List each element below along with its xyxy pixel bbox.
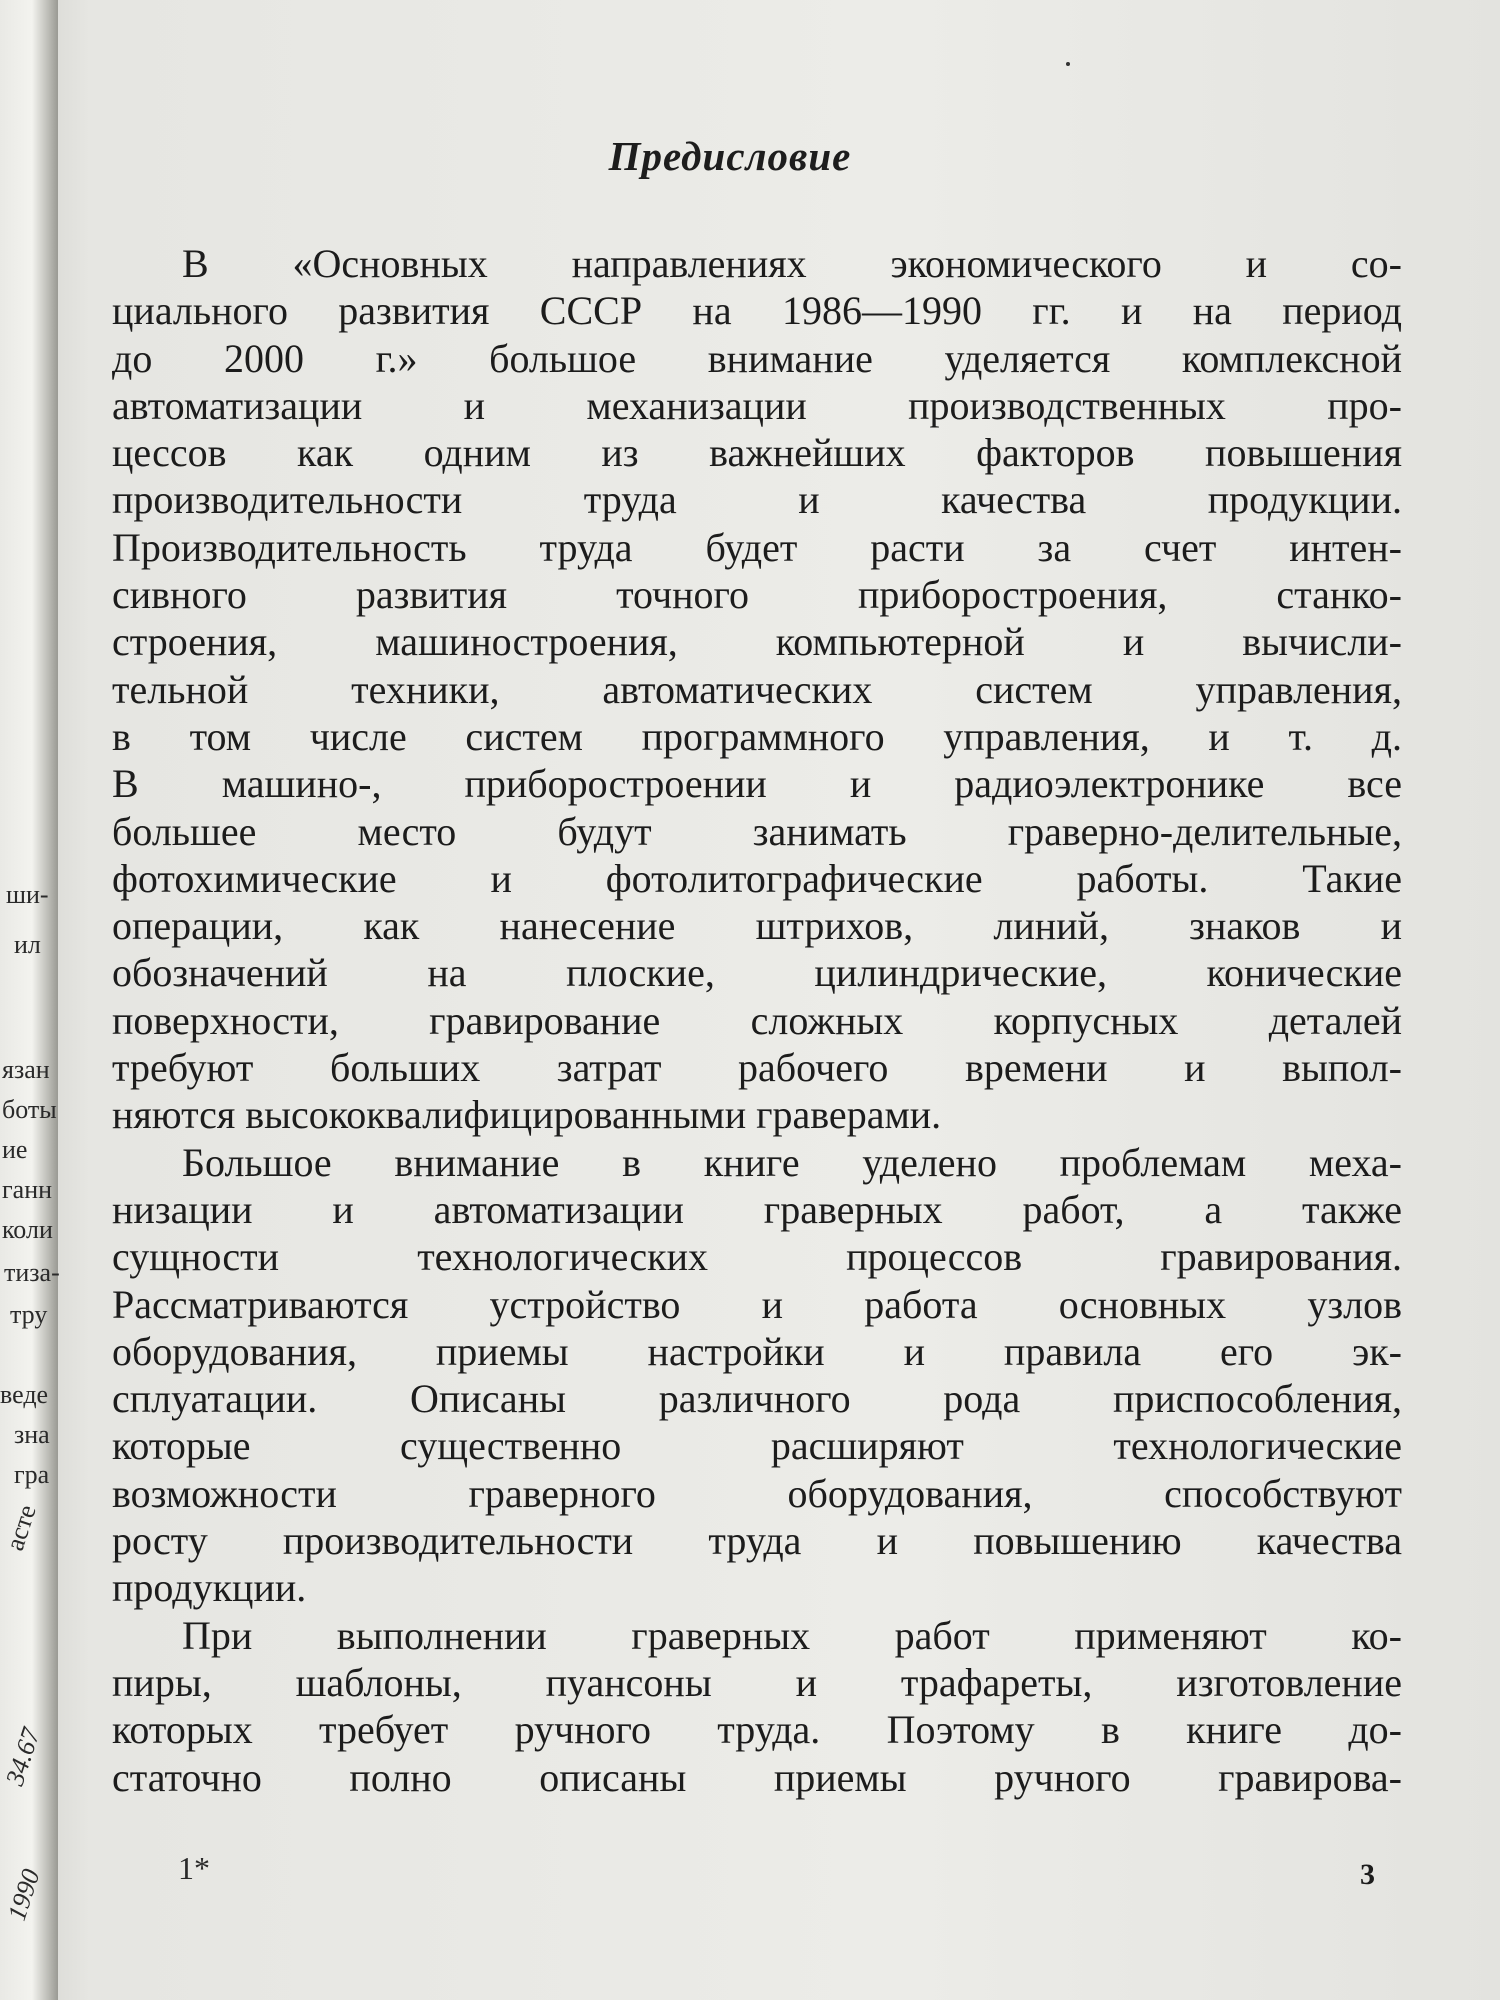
text-line: требуют больших затрат рабочего времени и выпол-: [112, 1045, 1402, 1091]
text-line: которых требует ручного труда. Поэтому в книге до-: [112, 1707, 1402, 1753]
text-line: циального развития СССР на 1986—1990 гг. и на период: [112, 288, 1402, 334]
book-page: [60, 0, 1500, 2000]
text-line: цессов как одним из важнейших факторов повышения: [112, 430, 1402, 476]
text-line: няются высококвалифицированными граверами.: [112, 1092, 942, 1138]
signature-mark: 1*: [178, 1850, 210, 1886]
left-fragment-text: ши-: [6, 880, 49, 909]
text-line: Большое внимание в книге уделено проблемам меха-: [182, 1139, 1402, 1185]
text-line: сплуатации. Описаны различного рода приспособления,: [112, 1376, 1402, 1422]
left-fragment-text: веде: [0, 1380, 49, 1409]
print-speck: [1066, 62, 1070, 66]
text-line: до 2000 г.» большое внимание уделяется комплексной: [112, 335, 1402, 381]
text-line: оборудования, приемы настройки и правила его эк-: [112, 1328, 1402, 1374]
text-line: автоматизации и механизации производственных про-: [112, 382, 1402, 428]
text-line: статочно полно описаны приемы ручного гравирова-: [112, 1754, 1402, 1800]
text-line: росту производительности труда и повышению качества: [112, 1518, 1402, 1564]
left-fragment-text: коли: [2, 1215, 53, 1244]
text-line: операции, как нанесение штрихов, линий, знаков и: [112, 903, 1402, 949]
text-line: При выполнении граверных работ применяют ко-: [182, 1612, 1402, 1658]
text-line: обозначений на плоские, цилиндрические, конические: [112, 950, 1402, 996]
left-fragment-text: язан: [2, 1055, 50, 1084]
left-fragment-text: 34.67: [0, 1724, 46, 1789]
left-fragment-text: ил: [14, 930, 41, 959]
left-fragment-text: боты: [2, 1095, 57, 1124]
text-line: продукции.: [112, 1565, 307, 1611]
page-number: 3: [1360, 1858, 1375, 1891]
text-line: сущности технологических процессов гравирования.: [112, 1234, 1402, 1280]
left-page-fragment: [0, 0, 60, 2000]
text-line: которые существенно расширяют технологические: [112, 1423, 1402, 1469]
text-line: поверхности, гравирование сложных корпусных деталей: [112, 997, 1402, 1043]
body-text: [112, 240, 1402, 1801]
left-fragment-text: гра: [14, 1460, 50, 1489]
text-line: Рассматриваются устройство и работа основных узлов: [112, 1281, 1402, 1327]
text-line: в том числе систем программного управления, и т. д.: [112, 713, 1402, 759]
left-fragment-text: асте: [0, 1501, 42, 1554]
text-line: низации и автоматизации граверных работ, а также: [112, 1186, 1402, 1232]
page-title: Предисловие: [608, 133, 852, 179]
left-fragment-text: тру: [10, 1300, 48, 1329]
text-line: тельной техники, автоматических систем управления,: [112, 666, 1402, 712]
text-line: Производительность труда будет расти за счет интен-: [112, 524, 1402, 570]
text-line: большее место будут занимать граверно-делительные,: [112, 808, 1402, 854]
left-fragment-text: тиза-: [4, 1258, 60, 1287]
text-line: строения, машиностроения, компьютерной и вычисли-: [112, 619, 1402, 665]
text-line: производительности труда и качества продукции.: [112, 477, 1402, 523]
left-fragment-text: ганн: [2, 1175, 53, 1204]
text-line: В «Основных направлениях экономического и со-: [182, 241, 1402, 286]
text-line: фотохимические и фотолитографические работы. Такие: [112, 855, 1402, 901]
text-line: сивного развития точного приборостроения, станко-: [112, 572, 1402, 618]
left-fragment-text: ие: [2, 1135, 28, 1164]
left-fragment-text: 1990: [2, 1865, 46, 1924]
left-fragment-text: зна: [14, 1420, 50, 1449]
text-line: возможности граверного оборудования, способствуют: [112, 1470, 1402, 1516]
text-line: пиры, шаблоны, пуансоны и трафареты, изготовление: [112, 1659, 1402, 1705]
text-line: В машино-, приборостроении и радиоэлектронике все: [112, 761, 1402, 807]
